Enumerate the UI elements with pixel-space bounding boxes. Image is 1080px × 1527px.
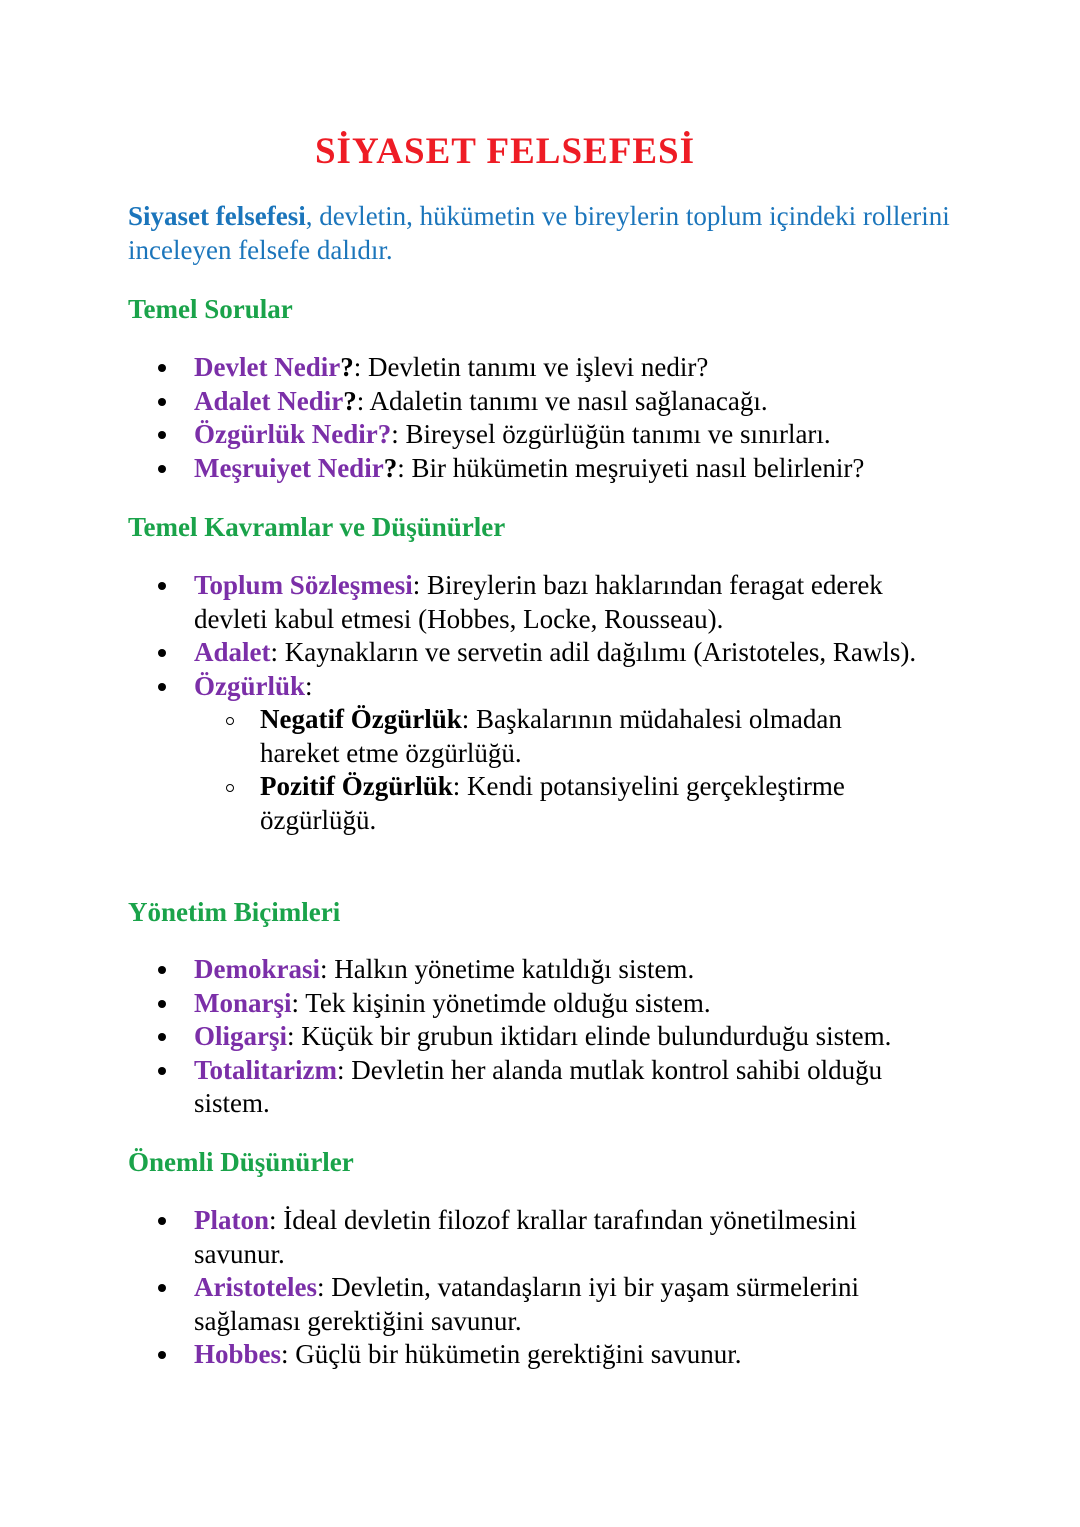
list-item [0,385,954,419]
list-item-mark: ? [340,352,354,382]
list-item-desc: : Güçlü bir hükümetin gerektiğini savunur. [281,1339,742,1369]
list-item-desc: : Küçük bir grubun iktidarı elinde bulundurduğu sistem. [287,1021,892,1051]
list-item-term: Hobbes [194,1339,282,1369]
bullet-icon [158,1067,166,1075]
list-item-term: Adalet [194,637,271,667]
list-dusunurler [0,1204,954,1372]
list-item-term: Devlet Nedir [194,352,341,382]
circle-bullet-icon [226,717,234,725]
heading-kavramlar: Temel Kavramlar ve Düşünürler [128,512,506,542]
list-item [0,636,954,670]
list-item-term: Oligarşi [194,1021,287,1051]
list-item-desc: : Tek kişinin yönetimde olduğu sistem. [291,987,711,1018]
list-item-term: Özgürlük [194,670,306,701]
list-item-term: Monarşi [194,987,292,1018]
list-item-desc: : Adaletin tanımı ve nasıl sağlanacağı. [356,385,768,416]
list-item-term: Aristoteles [194,1272,317,1302]
list-item-term: Meşruiyet Nedir [194,452,384,483]
bullet-icon [158,1284,166,1292]
list-item [0,1338,954,1372]
list-item-term: Totalitarizm [194,1054,337,1085]
list-item-desc: : Bireylerin bazı haklarından feragat ederek devleti kabul etmesi (Hobbes, Locke, Rousseau). [194,570,883,634]
bullet-icon [158,465,166,473]
sublist-item-term: Pozitif Özgürlük [260,771,453,801]
list-temel-sorular [0,351,954,485]
heading-temel-sorular: Temel Sorular [128,294,293,324]
list-item-desc: : Bireysel özgürlüğün tanımı ve sınırları. [391,419,831,449]
intro-text: , devletin, hükümetin ve bireylerin toplum içindeki rollerini inceleyen felsefe dalıdır. [128,201,950,265]
list-item-term: Adalet Nedir [194,385,344,416]
bullet-icon [158,1000,166,1008]
bullet-icon [158,649,166,657]
list-item-desc: : Devletin her alanda mutlak kontrol sahibi olduğu sistem. [194,1054,883,1118]
sublist-item-desc: : Başkalarının müdahalesi olmadan hareket etme özgürlüğü. [260,704,842,768]
list-item-desc: : Halkın yönetime katıldığı sistem. [319,954,695,984]
heading-dusunurler: Önemli Düşünürler [128,1147,354,1177]
intro-lead: Siyaset felsefesi [128,201,306,231]
list-item-term: Toplum Sözleşmesi [194,570,413,600]
list-item [0,1054,954,1121]
list-item [0,670,954,838]
list-item [0,953,954,987]
list-item-term: Özgürlük Nedir? [194,419,392,449]
intro-paragraph [128,199,1008,267]
list-item-desc: : Devletin tanımı ve işlevi nedir? [353,352,709,382]
bullet-icon [158,398,166,406]
bullet-icon [158,431,166,439]
bullet-icon [158,966,166,974]
list-item-term: Platon [194,1205,270,1235]
list-item-desc: : Kaynakların ve servetin adil dağılımı (Aristoteles, Rawls). [270,637,917,667]
list-item [0,987,954,1021]
circle-bullet-icon [226,784,234,792]
sublist-item [194,703,900,770]
list-item [0,1271,954,1338]
heading-yonetim: Yönetim Biçimleri [128,897,341,927]
bullet-icon [158,582,166,590]
sublist-item-term: Negatif Özgürlük [260,704,462,734]
list-item-desc: : Devletin, vatandaşların iyi bir yaşam sürmelerini sağlaması gerektiğini savunur. [194,1272,860,1336]
list-item-mark: ? [343,385,357,416]
list-item-desc: : [305,670,313,701]
list-item [0,418,954,452]
list-item [0,569,954,636]
list-item-desc: : İdeal devletin filozof krallar tarafından yönetilmesini savunur. [194,1205,857,1269]
list-kavramlar [0,569,954,837]
list-item [0,1204,954,1271]
bullet-icon [158,683,166,691]
bullet-icon [158,364,166,372]
sublist-ozgurluk [194,703,954,837]
list-yonetim [0,953,954,1121]
list-item [0,1020,954,1054]
page-title: SİYASET FELSEFESİ [314,131,695,172]
sublist-item-desc: : Kendi potansiyelini gerçekleştirme özgürlüğü. [260,771,845,835]
sublist-item [194,770,900,837]
list-item [0,452,954,486]
list-item-desc: : Bir hükümetin meşruiyeti nasıl belirlenir? [397,452,865,483]
list-item [0,351,954,385]
list-item-term: Demokrasi [194,954,320,984]
list-item-mark: ? [383,452,398,483]
bullet-icon [158,1033,166,1041]
bullet-icon [158,1217,166,1225]
bullet-icon [158,1351,166,1359]
